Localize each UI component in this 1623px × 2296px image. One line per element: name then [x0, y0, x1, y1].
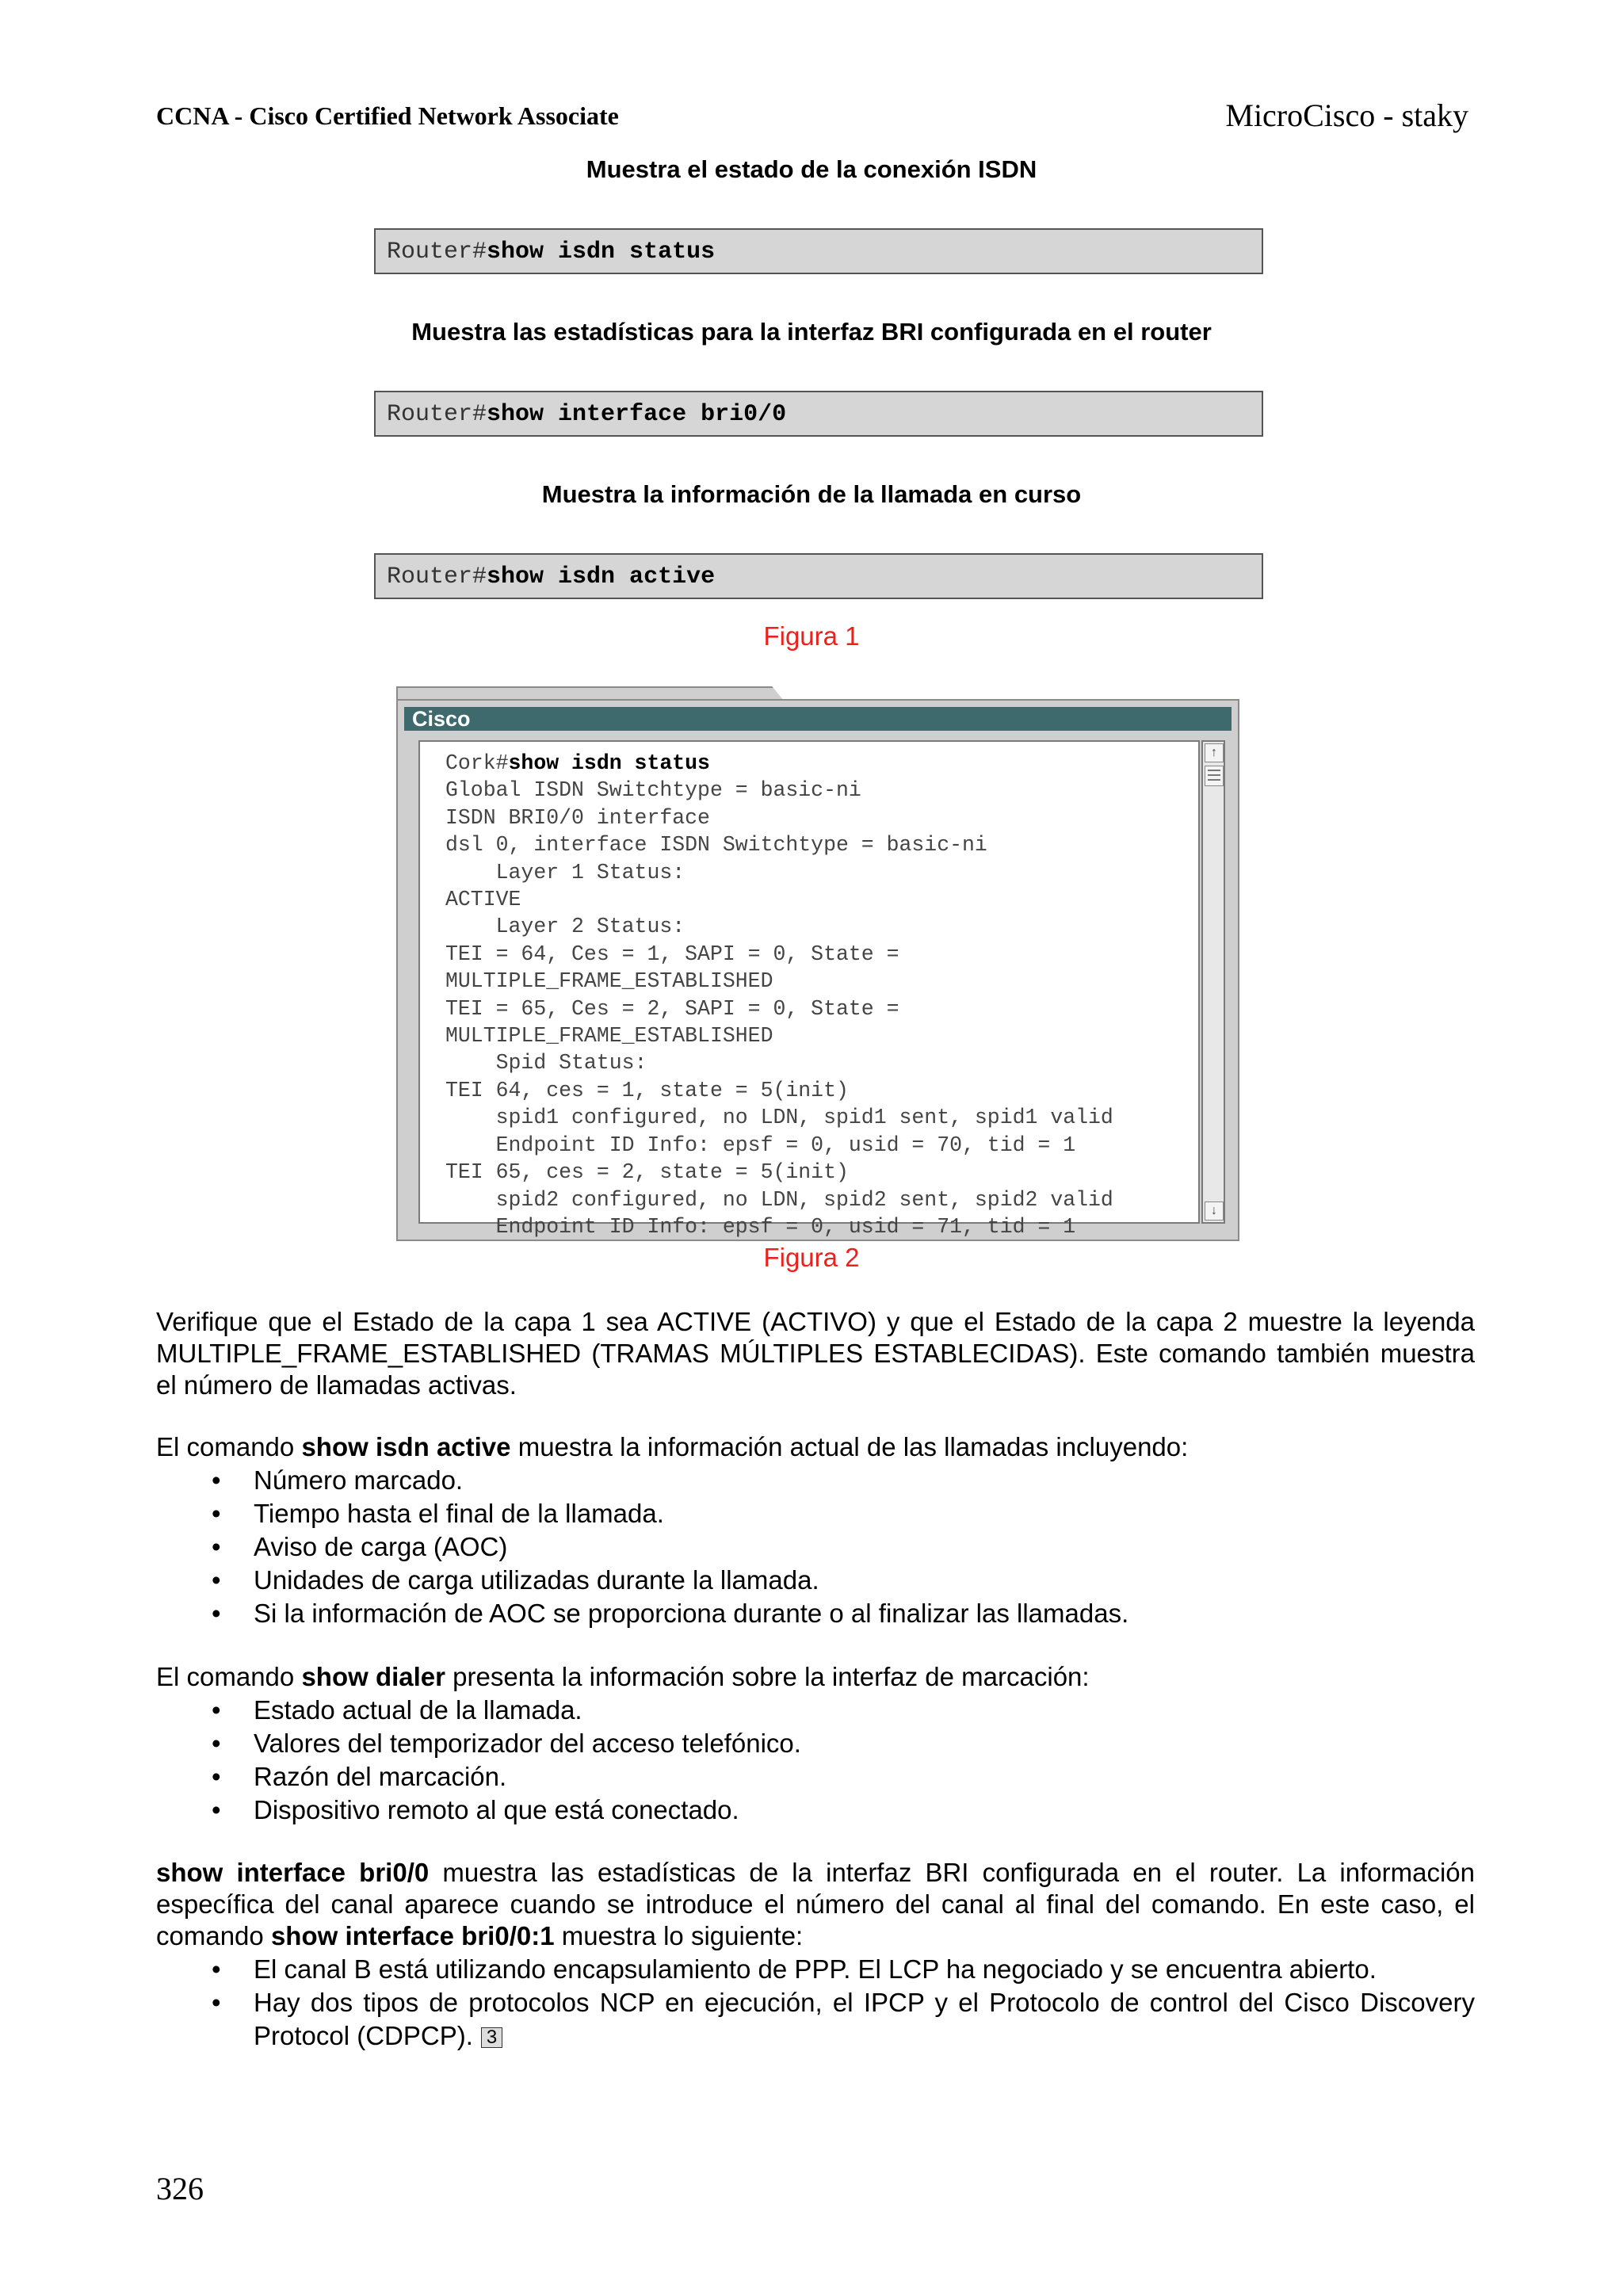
terminal-line: spid1 configured, no LDN, spid1 sent, spid1 valid: [495, 1106, 1113, 1130]
terminal-line: spid2 configured, no LDN, spid2 sent, spid2 valid: [495, 1187, 1113, 1212]
page-number: 326: [156, 2171, 204, 2206]
fig1-command-box-1: [374, 228, 1263, 274]
terminal-scrollbar[interactable]: [1201, 740, 1225, 1224]
terminal-line: Layer 1 Status:: [495, 860, 685, 884]
command-show-dialer: show dialer: [301, 1662, 445, 1691]
figure1-caption: Figura 1: [763, 621, 860, 651]
terminal-line: ISDN BRI0/0 interface: [445, 805, 710, 830]
paragraph-show-dialer: El comando show dialer presenta la información sobre la interfaz de marcación:: [156, 1662, 1090, 1691]
command-show-isdn-active: show isdn active: [301, 1432, 511, 1461]
terminal-line: Endpoint ID Info: epsf = 0, usid = 70, tid = 1: [495, 1133, 1076, 1157]
cmd-prompt: Router#: [387, 239, 487, 266]
list-item: • Hay dos tipos de protocolos NCP en ejecución, el IPCP y el Protocolo de control del Cisco Discovery Protocol (CDPCP). 3: [156, 1986, 1475, 2053]
terminal-line: TEI = 64, Ces = 1, SAPI = 0, State =: [445, 942, 899, 966]
list-item: • Valores del temporizador del acceso telefónico.: [156, 1727, 1475, 1760]
terminal-command: show isdn status: [508, 751, 710, 775]
list-show-interface: [156, 1953, 1475, 2053]
paragraph-layer-status: Verifique que el Estado de la capa 1 sea ACTIVE (ACTIVO) y que el Estado de la capa 2 muestre la leyenda MULTIPLE_FRAME_ESTABLISHED (TRAMAS MÚLTIPLES ESTABLECIDAS). Este comando también muestra el número de llamadas activas.: [156, 1307, 1475, 1400]
list-item: • Estado actual de la llamada.: [156, 1694, 1475, 1727]
command-show-interface-bri: show interface bri0/0: [156, 1858, 430, 1887]
list-item: • Número marcado.: [156, 1464, 1475, 1497]
terminal-lines: [445, 778, 1113, 1239]
cmd-prompt: Router#: [387, 401, 487, 428]
terminal-line: ACTIVE: [445, 888, 521, 912]
terminal-line: MULTIPLE_FRAME_ESTABLISHED: [445, 1024, 773, 1049]
paragraph-show-isdn-active: El comando show isdn active muestra la información actual de las llamadas incluyendo:: [156, 1432, 1189, 1461]
cmd-text: show isdn status: [487, 239, 716, 266]
list-item: • Unidades de carga utilizadas durante la llamada.: [156, 1564, 1475, 1597]
terminal-line: TEI = 65, Ces = 2, SAPI = 0, State =: [445, 996, 899, 1021]
terminal-text: [420, 742, 1198, 1240]
list-item: • Razón del marcación.: [156, 1760, 1475, 1794]
terminal-output: [418, 740, 1200, 1239]
list-item: • Dispositivo remoto al que está conectado.: [156, 1794, 1475, 1827]
list-item: • El canal B está utilizando encapsulamiento de PPP. El LCP ha negociado y se encuentra abierto.: [156, 1953, 1475, 1986]
terminal-title: Cisco: [404, 707, 1232, 731]
fig1-command-box-2: [374, 391, 1263, 437]
figure2-caption: Figura 2: [763, 1243, 860, 1272]
terminal-line: TEI 65, ces = 2, state = 5(init): [445, 1160, 849, 1185]
terminal-line: Spid Status:: [495, 1051, 647, 1075]
list-isdn-active: [156, 1464, 1475, 1630]
terminal-line: Layer 2 Status:: [495, 915, 685, 939]
cmd-prompt: Router#: [387, 563, 487, 590]
header-course-title: CCNA - Cisco Certified Network Associate: [156, 101, 619, 130]
list-item: • Si la información de AOC se proporciona durante o al finalizar las llamadas.: [156, 1597, 1475, 1630]
fig1-command-box-3: [374, 553, 1263, 599]
cmd-text: show interface bri0/0: [487, 401, 787, 428]
reference-badge[interactable]: 3: [481, 2027, 502, 2048]
list-show-dialer: [156, 1694, 1475, 1827]
terminal-line: TEI 64, ces = 1, state = 5(init): [445, 1078, 849, 1102]
scroll-down-arrow-icon[interactable]: ↓: [1205, 1201, 1224, 1221]
cmd-text: show isdn active: [487, 563, 716, 590]
fig1-title-1: Muestra el estado de la conexión ISDN: [586, 155, 1037, 183]
terminal-line: Global ISDN Switchtype = basic-ni: [445, 778, 861, 803]
paragraph-show-interface: show interface bri0/0 muestra las estadísticas de la interfaz BRI configurada en el router. La información específica del canal aparece cuando se introduce el número del canal al final del comando. En este caso, el comando show interface bri0/0:1 muestra lo siguiente:: [156, 1858, 1476, 1950]
list-item: • Aviso de carga (AOC): [156, 1530, 1475, 1564]
header-author: MicroCisco - staky: [1225, 97, 1468, 133]
terminal-window: [396, 686, 1239, 1241]
command-show-interface-bri-channel: show interface bri0/0:1: [270, 1921, 555, 1950]
terminal-prompt: Cork#: [445, 751, 509, 775]
scroll-up-arrow-icon[interactable]: ↑: [1205, 743, 1224, 762]
terminal-line: dsl 0, interface ISDN Switchtype = basic-ni: [445, 833, 987, 858]
fig1-title-2: Muestra las estadísticas para la interfaz BRI configurada en el router: [411, 318, 1212, 346]
scroll-thumb[interactable]: [1205, 766, 1224, 786]
fig1-title-3: Muestra la información de la llamada en curso: [541, 480, 1082, 508]
terminal-line: MULTIPLE_FRAME_ESTABLISHED: [445, 969, 773, 994]
terminal-line: Endpoint ID Info: epsf = 0, usid = 71, tid = 1: [445, 1214, 1076, 1239]
list-item: • Tiempo hasta el final de la llamada.: [156, 1497, 1475, 1530]
